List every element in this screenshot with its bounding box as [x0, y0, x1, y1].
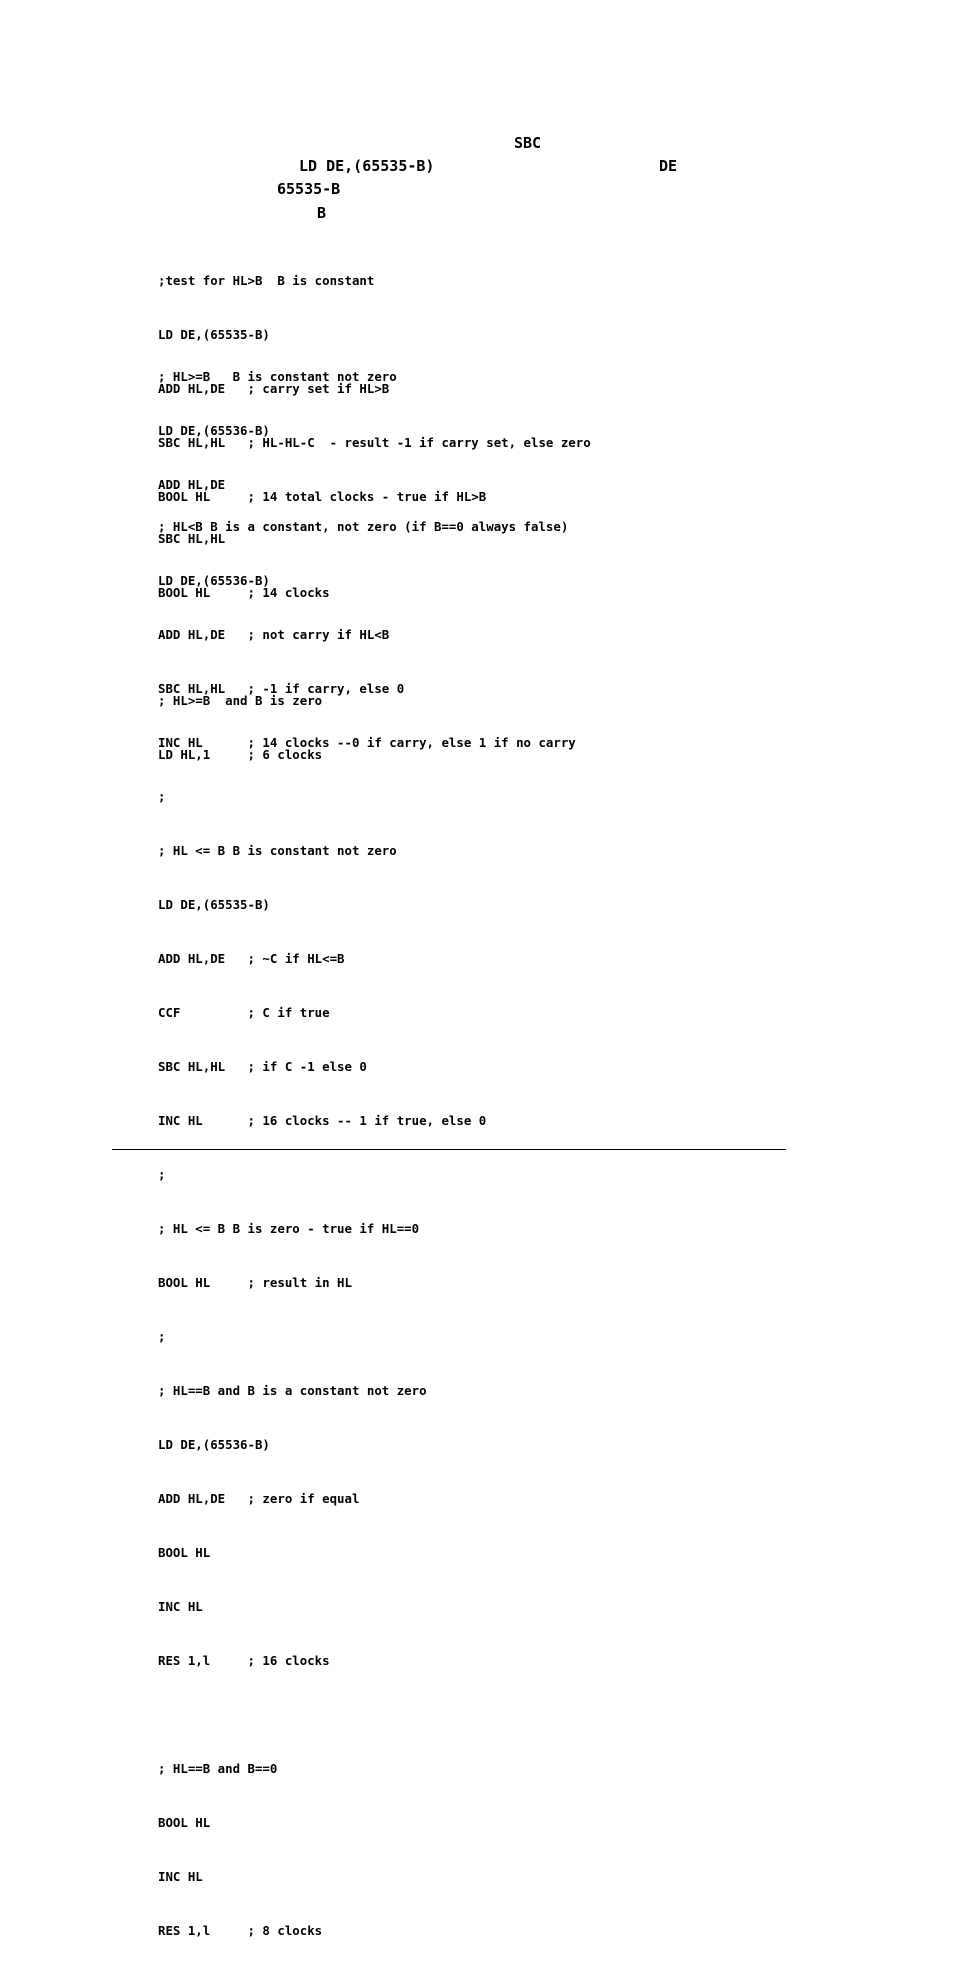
code-block-comparisons [158, 482, 576, 1976]
code-line: LD DE,(65535-B) [158, 897, 270, 912]
code-line: BOOL HL ; 14 clocks [158, 585, 330, 600]
code-line: SBC HL,HL ; if C -1 else 0 [158, 1059, 367, 1074]
code-line: BOOL HL ; 14 total clocks - true if HL>B [158, 489, 487, 504]
code-line: ADD HL,DE ; carry set if HL>B [158, 381, 390, 396]
code-line: ; HL==B and B is a constant not zero [158, 1383, 427, 1398]
code-line: BOOL HL [158, 1545, 211, 1560]
code-line [158, 1706, 576, 1724]
code-line: ; HL==B and B==0 [158, 1761, 278, 1776]
code-line: BOOL HL [158, 1815, 211, 1830]
code-line: INC HL ; 14 clocks --0 if carry, else 1 if no carry [158, 735, 576, 750]
code-line: LD DE,(65536-B) [158, 573, 270, 588]
code-line: BOOL HL ; result in HL [158, 1275, 352, 1290]
code-line: ; HL<B B is a constant, not zero (if B==0 always false) [158, 519, 569, 534]
code-line: ADD HL,DE [158, 477, 226, 492]
intro-de-register: DE [659, 157, 678, 175]
code-line: ADD HL,DE ; not carry if HL<B [158, 627, 390, 642]
code-line: ; HL>=B B is constant not zero [158, 369, 397, 384]
code-line: ; [158, 789, 166, 804]
intro-ld-instruction: LD DE,(65535-B) [299, 157, 435, 175]
code-line: SBC HL,HL [158, 531, 226, 546]
code-line: SBC HL,HL ; -1 if carry, else 0 [158, 681, 405, 696]
code-line: ; HL <= B B is zero - true if HL==0 [158, 1221, 420, 1236]
code-line: CCF ; C if true [158, 1005, 330, 1020]
code-line: ; [158, 1329, 166, 1344]
code-line: ADD HL,DE ; ~C if HL<=B [158, 951, 345, 966]
code-line: ; HL <= B B is constant not zero [158, 843, 397, 858]
footer-divider [112, 1149, 786, 1150]
code-line: RES 1,l ; 8 clocks [158, 1923, 323, 1938]
code-line: INC HL [158, 1869, 203, 1884]
intro-value-expression: 65535-B [277, 180, 341, 198]
code-line: ; [158, 1167, 166, 1182]
code-line: LD DE,(65535-B) [158, 327, 270, 342]
code-line: SBC HL,HL ; HL-HL-C - result -1 if carry set, else zero [158, 435, 591, 450]
code-line: RES 1,l ; 16 clocks [158, 1653, 330, 1668]
code-line: ; HL>=B and B is zero [158, 693, 323, 708]
intro-b-operand: B [317, 204, 327, 222]
code-line: LD DE,(65536-B) [158, 423, 270, 438]
code-line: LD HL,1 ; 6 clocks [158, 747, 323, 762]
code-line: INC HL ; 16 clocks -- 1 if true, else 0 [158, 1113, 487, 1128]
code-line: ADD HL,DE ; zero if equal [158, 1491, 360, 1506]
code-line: LD DE,(65536-B) [158, 1437, 270, 1452]
code-line: INC HL [158, 1599, 203, 1614]
intro-sbc-term: SBC [514, 134, 542, 152]
code-line: ;test for HL>B B is constant [158, 273, 375, 288]
